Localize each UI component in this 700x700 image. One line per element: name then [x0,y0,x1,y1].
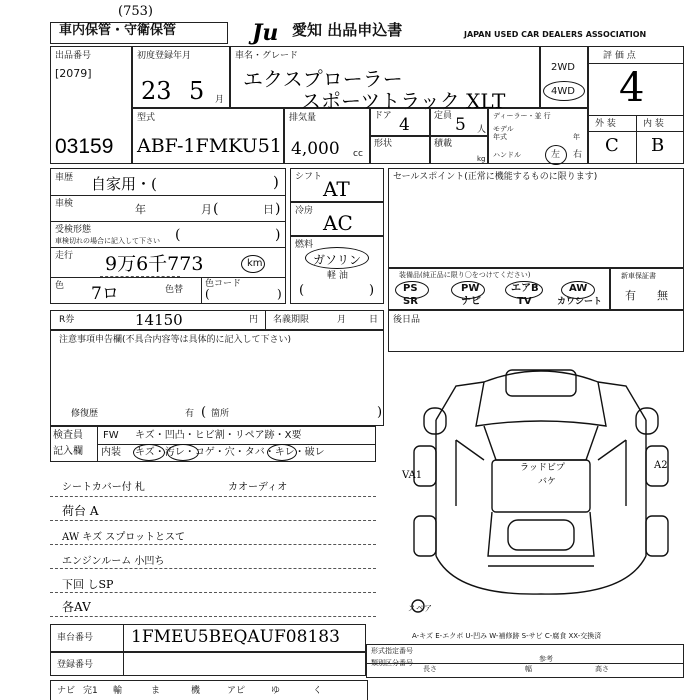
registration-box [50,652,366,676]
check-box [50,426,376,462]
drive-4wd: 4WD [551,86,575,97]
tax-day: 日 [369,315,379,325]
capacity-unit: 人 [477,125,487,135]
displacement-label: 排気量 [289,113,317,123]
check-fw-items: キズ・凹凸・ヒビ割・リペア跡・X要 [135,430,302,441]
warranty-no: 無 [657,289,668,302]
equip-navi: ナビ [461,296,481,307]
shape-label: 形状 [374,139,393,149]
interior-grade: B [651,135,665,156]
org-name: JAPAN USED CAR DEALERS ASSOCIATION [464,30,647,39]
new-warranty-label: 新車保証書 [621,272,656,280]
fuel-open: ( [299,283,305,298]
color-label: 色 [55,281,65,291]
dealer-box [488,108,588,164]
car-name-box [230,46,540,113]
storage-note: (753) [118,4,153,19]
check-fw-label: FW [103,430,119,441]
repair-value: 有 [185,409,195,419]
chassis-box [50,624,366,652]
ac-box [290,202,384,236]
load-unit: kg [477,155,486,163]
color-code2-label: 色コード [205,279,242,289]
equip-sr: SR [403,296,418,307]
tax-label: 名義期限 [273,315,310,325]
check-label2: 記入欄 [53,446,83,457]
car-name-line1: エクスプローラー [243,67,403,91]
handle-label: ハンドル [493,151,521,159]
diagram-a1: VA1 [402,470,423,481]
check-circle-3 [267,444,297,461]
capacity-value: 5 [455,115,466,135]
drive-box [540,46,588,108]
check-int-label: 内装 [101,447,121,458]
month-unit: 月 [215,95,225,105]
notice-box [50,330,384,426]
fuel-circle [305,247,369,269]
legend-text: A-キズ E-エクボ U-凹み W-補修跡 S-サビ C-腐食 XX-交換済 [412,632,602,640]
doors-box [370,108,430,136]
inspection-year: 年 [135,203,146,216]
usage-label: 車歴 [55,173,74,183]
inspection-close: ) [275,201,281,217]
repair-note: 箇所 [211,409,230,419]
equipment-label: 装備品(純正品に限り〇をつけてください) [399,271,531,279]
height-label: 高さ [595,665,609,673]
equip-aw: AW [569,283,588,294]
equip-pw: PW [461,283,480,294]
recycle-value: 14150 [135,311,183,329]
exterior-label: 外 装 [595,119,616,129]
first-reg-label: 初度登録年月 [137,51,192,61]
fuel-alt: 軽 油 [327,271,348,281]
sales-point-label: セールスポイント(正常に機能するものに限ります) [393,172,598,182]
displacement-unit: cc [353,149,363,159]
warranty-yes: 有 [625,289,636,302]
fuel-value: ガソリン [313,253,362,267]
exterior-grade: C [605,135,619,156]
equip-tv: TV [517,296,532,307]
footer-item-4: 機 [191,686,201,696]
note-2: カオーディオ [228,482,288,493]
footer-strip [50,680,368,700]
diagram-a2: A2 [654,460,668,471]
first-reg-month: 5 [189,77,205,105]
ju-logo: Ju [252,20,279,46]
displacement-value: 4,000 [291,139,340,159]
shift-box [290,168,384,202]
storage-label: 車内保管・守衛保管 [59,23,177,38]
repair-label: 修復歴 [71,409,99,419]
lot-sub-number: [2079] [55,67,92,80]
note-3: 荷台 A [62,504,99,518]
note-4: AW キズ スプロットとスて [62,532,186,543]
inspection-label: 車検 [55,199,74,209]
repair-open: ( [201,405,207,420]
chassis-label: 車台番号 [57,633,94,643]
drive-2wd: 2WD [551,62,575,73]
inspection-open: ( [213,201,219,217]
note-5: エンジンルーム 小凹ち [62,556,165,567]
grade-box [588,46,684,164]
footer-item-5: アピ [227,686,246,696]
length-label: 長さ [423,665,437,673]
car-name-label: 車名・グレード [235,51,299,61]
capacity-label: 定員 [434,111,453,121]
repair-close: ) [377,405,383,420]
check-int-items: キズ・汚レ・コゲ・穴・タバ・キレ・破レ [135,447,325,458]
shift-value: AT [323,177,350,201]
recycle-unit: 円 [249,315,259,325]
doors-label: ドア [374,111,392,121]
color-value: 7ロ [91,284,119,304]
first-reg-box [132,46,230,108]
size-label: 形式指定番号 [371,647,413,655]
note-7: 各AV [62,600,91,614]
load-label: 積載 [434,139,453,149]
after-box [388,310,684,352]
lot-box [50,46,132,164]
registration-label: 登録番号 [57,660,94,670]
spare-label: スペア [408,604,432,613]
mileage-unit: km [247,258,263,269]
footer-item-7: く [313,686,323,696]
test-form-close: ) [275,227,281,243]
notice-label: 注意事項申告欄(不具合内容等は具体的に記入して下さい) [59,335,292,345]
inspection-month: 月 [201,203,212,216]
model-box [132,108,284,164]
storage-box [50,22,228,44]
footer-item-2: 輸 [113,686,123,696]
test-form-label: 受検形態 [55,225,92,235]
after-label: 後日品 [393,315,421,325]
note-1: シートカバー付 札 [62,482,145,493]
shift-label: シフト [295,172,323,182]
footer-item-3: ま [151,686,161,696]
tax-month: 月 [337,315,347,325]
new-warranty-box [610,268,684,310]
displacement-box [284,108,370,164]
lot-number: 03159 [55,135,114,158]
mileage-label: 走行 [55,251,74,261]
km-circle [241,255,265,273]
chassis-value: 1FMEU5BEQAUF08183 [131,627,340,647]
color-close: ) [277,287,282,301]
car-diagram [396,356,686,626]
bed-note-1: ラッドビプ [520,463,565,473]
note-6: 下回 しSP [62,578,114,591]
equip-ps: PS [403,283,418,294]
category-label: 類別区分番号 [371,659,413,667]
footer-item-1: 完1 [83,686,98,696]
ac-value: AC [323,211,353,235]
capacity-box [430,108,488,136]
inspection-day: 日 [263,203,274,216]
fuel-close: ) [369,283,375,298]
sales-point-box [388,168,684,268]
load-box [430,136,488,164]
shape-box [370,136,430,164]
model-value: ABF-1FMKU51 [137,135,282,157]
lot-label: 出品番号 [55,51,92,61]
footer-item-6: ゆ [271,686,281,696]
form-title: 愛知 出品申込書 [292,21,403,39]
recycle-label: R券 [59,315,75,325]
front-hood-line [476,371,606,426]
grade-label: 評 価 点 [603,51,636,61]
bed-note-2: バケ [538,477,557,487]
grade-value: 4 [619,65,645,111]
ac-label: 冷房 [295,206,314,216]
check-label1: 検査員 [53,430,83,441]
doors-value: 4 [399,115,410,135]
ref-label: 参考 [539,655,553,663]
check-circle-1 [133,444,165,461]
first-reg-year: 23 [141,77,172,105]
usage-value: 自家用・( [91,175,157,193]
drive-circle [543,81,585,101]
year-unit: 年 [573,133,580,141]
model-year-label: モデル 年式 [493,125,514,141]
color-open: ( [205,287,210,301]
equip-airbag: エアB [511,283,539,294]
test-form-open: ( [175,227,181,243]
recycle-box [50,310,384,330]
equipment-box [388,268,610,310]
equip-leather: カワシート [557,297,603,307]
history-box [50,168,286,304]
footer-item-0: ナビ [57,686,76,696]
fuel-label: 燃料 [295,240,314,250]
test-form-note: 車検切れの場合に記入して下さい [55,237,160,245]
car-name-line2: スポーツトラック XLT [301,89,506,113]
dealer-label: ディーラー・並 行 [493,112,551,120]
handle-left: 左 [551,150,561,160]
handle-circle [545,145,567,165]
check-circle-2 [167,444,199,461]
color-code-label: 色替 [165,285,184,295]
width-label: 幅 [525,665,532,673]
fuel-box [290,236,384,304]
model-label: 型式 [137,113,156,123]
mileage-value: 9万6千773 [105,253,204,275]
interior-label: 内 装 [643,119,664,129]
handle-right: 右 [573,150,583,160]
usage-close: ) [273,173,279,191]
size-box [366,644,684,678]
